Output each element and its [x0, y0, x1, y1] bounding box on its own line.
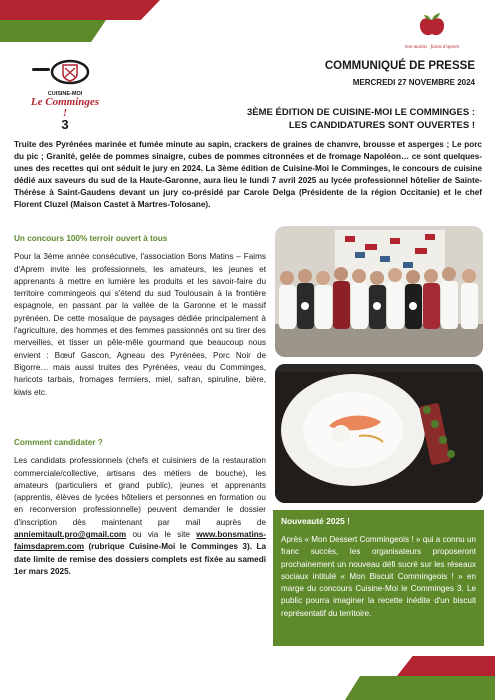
- contact-email-link[interactable]: anniemitault.pro@gmail.com: [14, 530, 127, 540]
- brand-logo: [397, 12, 467, 54]
- cm-logo-title: CUISINE-MOI: [47, 91, 83, 97]
- section-terroir-heading: Un concours 100% terroir ouvert à tous: [14, 234, 168, 243]
- bottom-stripe-green: [345, 676, 495, 700]
- section-terroir-body: Pour la 3ème année consécutive, l'association Bons Matins – Faims d'Aprem invite les professionnels, les amateurs, les jeunes et apprenants à mettre en lumière les produits et les savoir-faire du territoire commingeois qui s'étend du sud Toulousain à la frontière espagnole, en passant par la vallée de la Garonne et le massif pyrénéen. De cette mosaïque de paysages dédiée principalement à l'agriculture, des hommes et des femmes passionnés ont su tirer des merveilles, et tisser un pêle-mêle gourmand que beaucoup nous envient : Bœuf Gascon, Agneau des Pyrénées, Porc Noir de Bigorre… mais aussi truites des Pyrénées, veau du Comminges, haricots tarbais, fromages fermiers, miel, safran, spiruline, bière, kiwis etc.: [14, 252, 266, 397]
- cm-logo-script: Le Comminges !: [30, 96, 100, 119]
- section-apply-heading: Comment candidater ?: [14, 438, 103, 447]
- press-release-date: MERCREDI 27 NOVEMBRE 2024: [352, 78, 475, 87]
- chefs-group-photo: [275, 226, 483, 357]
- corner-stripe-red: [0, 0, 160, 20]
- press-release-title: COMMUNIQUÉ DE PRESSE: [324, 60, 475, 72]
- brand-caption: bon matins · faims d'aprem: [404, 45, 460, 50]
- cuisine-moi-logo: [30, 58, 100, 132]
- website-link[interactable]: www.bonsmatins-faimsdaprem.com: [14, 530, 266, 552]
- news-callout: [273, 510, 484, 646]
- pan-icon: [30, 58, 100, 86]
- section-terroir: [14, 233, 266, 399]
- apply-mid-text: ou via le site: [132, 530, 190, 540]
- section-apply: [14, 437, 266, 578]
- news-callout-title: Nouveauté 2025 !: [281, 516, 350, 526]
- bottom-stripe-red: [397, 656, 495, 676]
- headline-line-2: LES CANDIDATURES SONT OUVERTES !: [288, 120, 475, 131]
- plated-dish-photo: [275, 364, 483, 503]
- headline: [155, 106, 475, 132]
- apple-icon: [417, 12, 447, 38]
- section-apply-body: [14, 455, 266, 578]
- cm-logo-number: 3: [61, 117, 69, 132]
- website-suffix: (rubrique Cuisine-Moi le Comminges 3).: [88, 542, 252, 552]
- corner-stripe-green: [0, 20, 106, 42]
- headline-line-1: 3ÈME ÉDITION DE CUISINE-MOI LE COMMINGES :: [246, 107, 475, 118]
- news-callout-body: Après « Mon Dessert Commingeois ! » qui a connu un franc succès, les organisateurs proposeront prochainement un nouveau défi sucré sur les réseaux sociaux intitulé « Mon Biscuit Commingeois ! » en marge du concours Cuisine-Moi le Comminges 3. Le public pourra imaginer la recette inédite d'un biscuit représentatif du territoire.: [281, 535, 476, 618]
- deadline-text: La date limite de remise des dossiers complets est fixée au samedi 1er mars 2025.: [14, 542, 266, 576]
- intro-paragraph: Truite des Pyrénées marinée et fumée minute au sapin, crackers de graines de chanvre, brousse et asperges ; Le porc du pic ; Granité, gelée de pommes sinaigre, cubes de pommes citronnées et de fromage Napoléon… ce sont quelques-unes des recettes qui ont séduit le jury en 2024. La 3ème édition de Cuisine-Moi le Comminges, le concours de cuisine dédié aux saveurs du sud de la Haute-Garonne, aura lieu le lundi 7 avril 2025 au lycée professionnel hôtelier de Sainte-Thérèse à Saint-Gaudens devant un jury co-présidé par Carole Delga (Présidente de la région Occitanie) et le chef Florent Cluzel (Maison Castet à Martres-Tolosane).: [14, 140, 482, 209]
- apply-text: Les candidats professionnels (chefs et cuisiniers de la restauration commerciale/collective, artisans des métiers de bouche), les amateurs (particuliers et grand public), jeunes et apprenants (apprentis, élèves de lycées hôteliers et personnes en formation ou en reconversion professionnelle) peuvent demander le dossier d'inscription dès maintenant par mail auprès de: [14, 456, 266, 527]
